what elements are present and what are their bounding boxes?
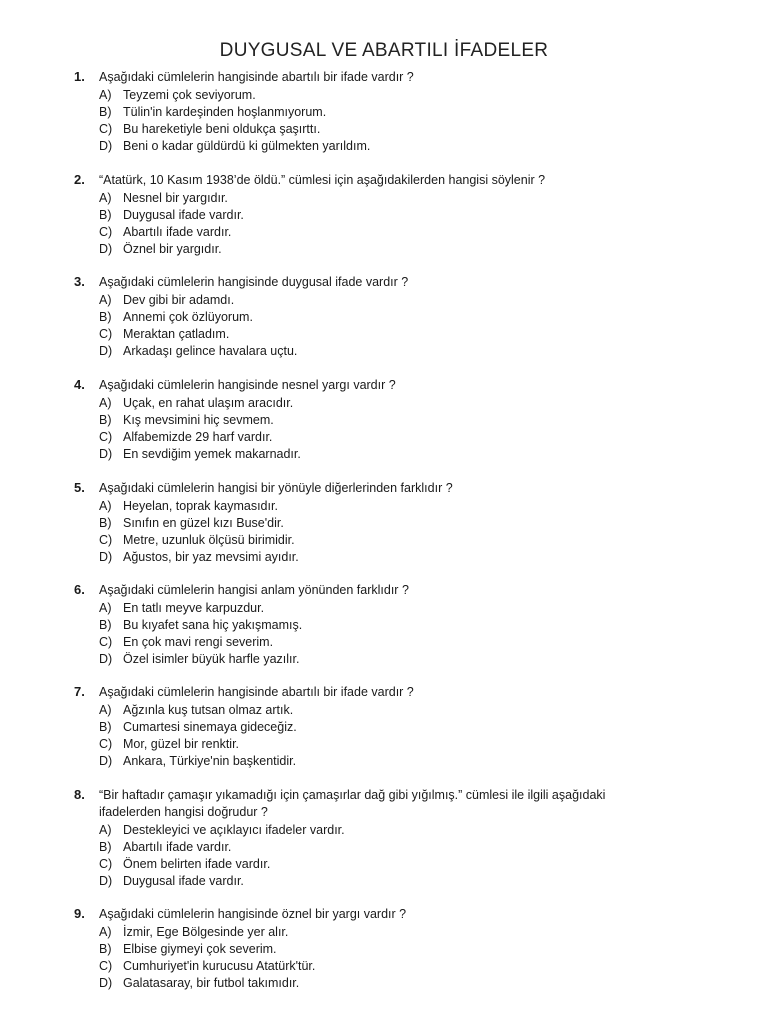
option-letter: D): [99, 976, 113, 990]
option-text: Metre, uzunluk ölçüsü birimidir.: [123, 533, 295, 547]
answer-option[interactable]: [0, 395, 768, 412]
option-text: Cumhuriyet'in kurucusu Atatürk'tür.: [123, 959, 316, 973]
option-text: Uçak, en rahat ulaşım aracıdır.: [123, 396, 294, 410]
answer-option[interactable]: [0, 975, 768, 992]
answer-option[interactable]: [0, 651, 768, 668]
option-text: Ankara, Türkiye'nin başkentidir.: [123, 754, 297, 768]
answer-option[interactable]: [0, 138, 768, 155]
question-number: 1.: [74, 69, 85, 84]
question-text: “Bir haftadır çamaşır yıkamadığı için çamaşırlar dağ gibi yığılmış.” cümlesi ile ilgili aşağıdaki ifadelerden hangisi doğrudur ?: [99, 788, 606, 819]
answer-option[interactable]: [0, 412, 768, 429]
option-letter: C): [99, 430, 113, 444]
answer-option[interactable]: [0, 87, 768, 104]
page-title: DUYGUSAL VE ABARTILI İFADELER: [219, 40, 549, 61]
option-text: Ağzınla kuş tutsan olmaz artık.: [123, 703, 294, 717]
option-letter: B): [99, 208, 112, 222]
option-text: Dev gibi bir adamdı.: [123, 293, 235, 307]
option-text: Heyelan, toprak kaymasıdır.: [123, 499, 278, 513]
option-text: İzmir, Ege Bölgesinde yer alır.: [123, 925, 289, 939]
option-letter: A): [99, 293, 112, 307]
option-letter: A): [99, 823, 112, 837]
option-letter: A): [99, 191, 112, 205]
option-text: Destekleyici ve açıklayıcı ifadeler vardır.: [123, 823, 345, 837]
option-text: Meraktan çatladım.: [123, 327, 230, 341]
option-letter: A): [99, 499, 112, 513]
option-letter: C): [99, 327, 113, 341]
option-text: Arkadaşı gelince havalara uçtu.: [123, 344, 298, 358]
option-letter: B): [99, 720, 112, 734]
option-letter: A): [99, 925, 112, 939]
option-letter: D): [99, 242, 113, 256]
option-letter: C): [99, 122, 113, 136]
question-text: Aşağıdaki cümlelerin hangisi anlam yönünden farklıdır ?: [99, 583, 409, 597]
answer-option[interactable]: [0, 241, 768, 258]
question-number: 7.: [74, 684, 85, 699]
option-text: Abartılı ifade vardır.: [123, 225, 232, 239]
answer-option[interactable]: [0, 634, 768, 651]
question-number: 5.: [74, 480, 85, 495]
option-text: Annemi çok özlüyorum.: [123, 310, 253, 324]
answer-option[interactable]: [0, 753, 768, 770]
option-letter: D): [99, 652, 113, 666]
option-letter: C): [99, 635, 113, 649]
option-text: Beni o kadar güldürdü ki gülmekten yarıldım.: [123, 139, 371, 153]
question-text: Aşağıdaki cümlelerin hangisinde abartılı bir ifade vardır ?: [99, 685, 414, 699]
option-text: En sevdiğim yemek makarnadır.: [123, 447, 301, 461]
answer-option[interactable]: [0, 736, 768, 753]
answer-option[interactable]: [0, 121, 768, 138]
question-text: Aşağıdaki cümlelerin hangisinde öznel bir yargı vardır ?: [99, 907, 407, 921]
answer-option[interactable]: [0, 224, 768, 241]
question-number: 4.: [74, 377, 85, 392]
answer-option[interactable]: [0, 343, 768, 360]
option-letter: D): [99, 139, 113, 153]
option-letter: B): [99, 840, 112, 854]
option-text: Cumartesi sinemaya gideceğiz.: [123, 720, 297, 734]
answer-option[interactable]: [0, 498, 768, 515]
option-letter: C): [99, 959, 113, 973]
option-letter: A): [99, 396, 112, 410]
option-letter: C): [99, 737, 113, 751]
answer-option[interactable]: [0, 104, 768, 121]
option-text: Elbise giymeyi çok severim.: [123, 942, 277, 956]
option-letter: D): [99, 874, 113, 888]
option-letter: D): [99, 754, 113, 768]
answer-option[interactable]: [0, 924, 768, 941]
question-text: “Atatürk, 10 Kasım 1938’de öldü.” cümlesi için aşağıdakilerden hangisi söylenir ?: [99, 173, 546, 187]
option-letter: D): [99, 344, 113, 358]
answer-option[interactable]: [0, 429, 768, 446]
option-letter: B): [99, 618, 112, 632]
option-text: En çok mavi rengi severim.: [123, 635, 274, 649]
answer-option[interactable]: [0, 822, 768, 839]
option-letter: B): [99, 413, 112, 427]
option-text: En tatlı meyve karpuzdur.: [123, 601, 265, 615]
option-letter: A): [99, 88, 112, 102]
option-text: Ağustos, bir yaz mevsimi ayıdır.: [123, 550, 299, 564]
option-letter: C): [99, 533, 113, 547]
option-letter: D): [99, 447, 113, 461]
option-letter: C): [99, 857, 113, 871]
question-number: 3.: [74, 274, 85, 289]
option-text: Kış mevsimini hiç sevmem.: [123, 413, 274, 427]
option-text: Duygusal ifade vardır.: [123, 208, 244, 222]
option-text: Bu kıyafet sana hiç yakışmamış.: [123, 618, 303, 632]
answer-option[interactable]: [0, 190, 768, 207]
option-text: Duygusal ifade vardır.: [123, 874, 244, 888]
answer-option[interactable]: [0, 549, 768, 566]
option-text: Alfabemizde 29 harf vardır.: [123, 430, 273, 444]
question-number: 2.: [74, 172, 85, 187]
answer-option[interactable]: [0, 958, 768, 975]
question-text: Aşağıdaki cümlelerin hangisinde nesnel yargı vardır ?: [99, 378, 396, 392]
option-letter: A): [99, 601, 112, 615]
option-text: Önem belirten ifade vardır.: [123, 857, 271, 871]
option-text: Galatasaray, bir futbol takımıdır.: [123, 976, 300, 990]
answer-option[interactable]: [0, 617, 768, 634]
question-text: Aşağıdaki cümlelerin hangisi bir yönüyle diğerlerinden farklıdır ?: [99, 481, 453, 495]
answer-option[interactable]: [0, 515, 768, 532]
answer-option[interactable]: [0, 873, 768, 890]
question-number: 6.: [74, 582, 85, 597]
answer-option[interactable]: [0, 839, 768, 856]
question-number: 8.: [74, 787, 85, 802]
option-text: Sınıfın en güzel kızı Buse'dir.: [123, 516, 284, 530]
option-text: Nesnel bir yargıdır.: [123, 191, 228, 205]
option-text: Mor, güzel bir renktir.: [123, 737, 240, 751]
option-text: Bu hareketiyle beni oldukça şaşırttı.: [123, 122, 321, 136]
answer-option[interactable]: [0, 292, 768, 309]
option-letter: C): [99, 225, 113, 239]
question-text: Aşağıdaki cümlelerin hangisinde abartılı bir ifade vardır ?: [99, 70, 414, 84]
option-text: Özel isimler büyük harfle yazılır.: [123, 652, 300, 666]
answer-option[interactable]: [0, 309, 768, 326]
answer-option[interactable]: [0, 702, 768, 719]
option-text: Teyzemi çok seviyorum.: [123, 88, 256, 102]
answer-option[interactable]: [0, 856, 768, 873]
option-letter: B): [99, 516, 112, 530]
option-letter: A): [99, 703, 112, 717]
answer-option[interactable]: [0, 941, 768, 958]
option-text: Abartılı ifade vardır.: [123, 840, 232, 854]
answer-option[interactable]: [0, 446, 768, 463]
option-letter: B): [99, 105, 112, 119]
answer-option[interactable]: [0, 600, 768, 617]
option-letter: B): [99, 942, 112, 956]
answer-option[interactable]: [0, 326, 768, 343]
option-letter: D): [99, 550, 113, 564]
option-text: Tülin'in kardeşinden hoşlanmıyorum.: [123, 105, 327, 119]
option-letter: B): [99, 310, 112, 324]
option-text: Öznel bir yargıdır.: [123, 242, 222, 256]
answer-option[interactable]: [0, 532, 768, 549]
question-text: Aşağıdaki cümlelerin hangisinde duygusal ifade vardır ?: [99, 275, 409, 289]
answer-option[interactable]: [0, 207, 768, 224]
answer-option[interactable]: [0, 719, 768, 736]
question-number: 9.: [74, 906, 85, 921]
